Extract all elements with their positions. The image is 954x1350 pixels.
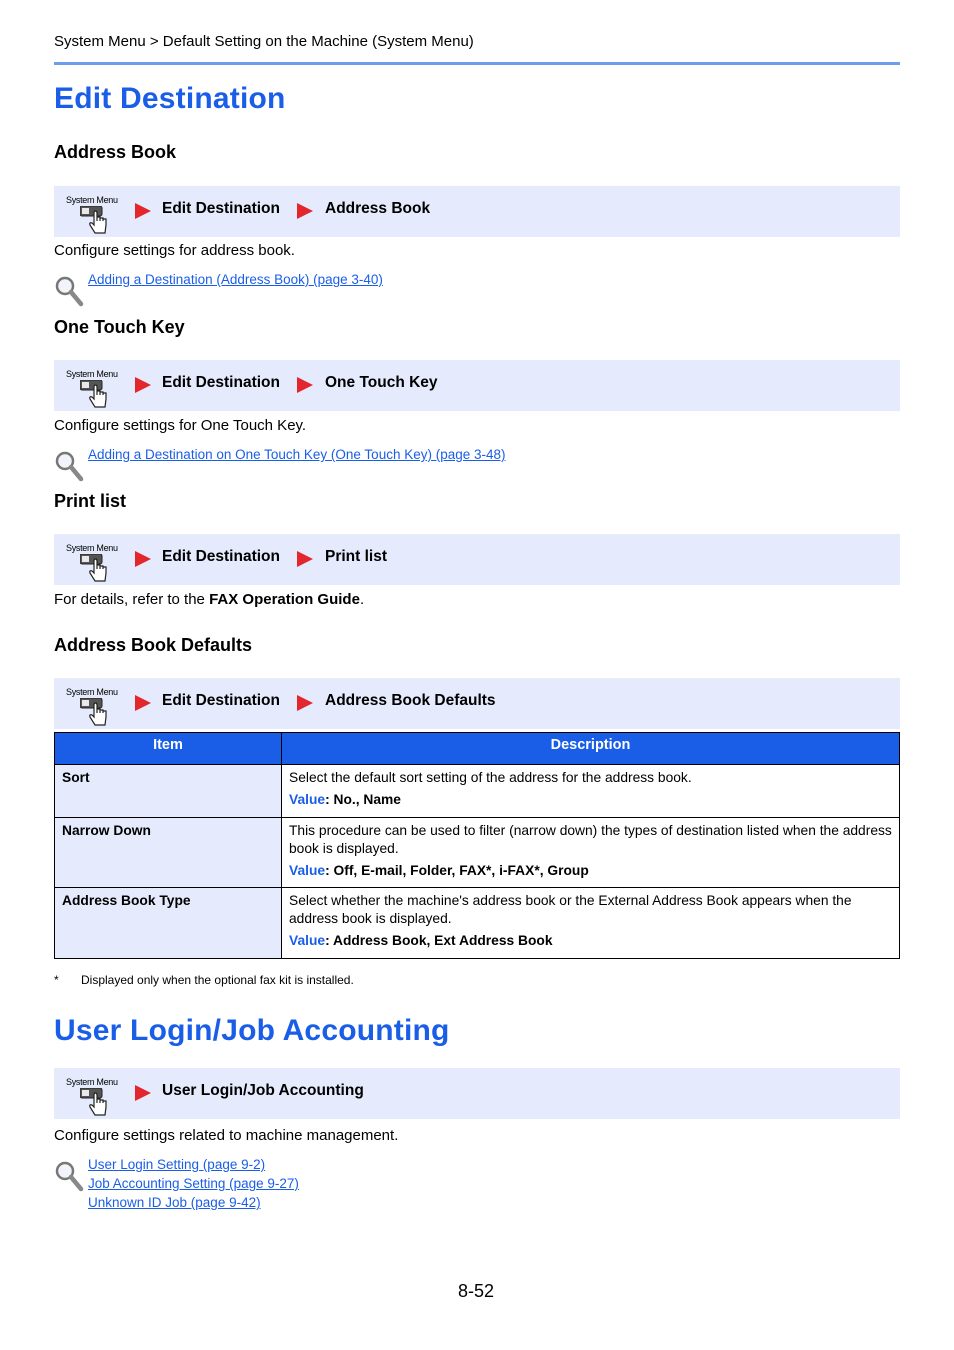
nav-step-1: Edit Destination (162, 374, 280, 391)
nav-path-address-book (54, 186, 900, 237)
value-label: Value (289, 863, 326, 878)
nav-step-2: Address Book Defaults (325, 692, 496, 709)
nav-path-address-book-defaults (54, 678, 900, 729)
value-line: Value: Off, E-mail, Folder, FAX*, i-FAX*, Group (289, 863, 589, 878)
hand-pointer-icon (80, 206, 110, 236)
table-header-row (55, 733, 900, 765)
value-text: Off, E-mail, Folder, FAX*, i-FAX*, Group (333, 863, 589, 878)
row-item-sort: Sort (55, 765, 282, 818)
arrow-icon (297, 551, 313, 567)
system-menu-icon (66, 195, 122, 235)
row-description (282, 888, 900, 959)
nav-step-2: Address Book (325, 200, 431, 217)
magnifier-icon (54, 450, 84, 482)
hand-pointer-icon (80, 380, 110, 410)
arrow-icon (297, 695, 313, 711)
footnote-text: Displayed only when the optional fax kit is installed. (81, 973, 354, 987)
value-text: Address Book, Ext Address Book (332, 933, 553, 948)
link-job-accounting-setting[interactable]: Job Accounting Setting (page 9-27) (88, 1176, 299, 1191)
value-label: Value (289, 933, 326, 948)
hand-pointer-icon (80, 1088, 110, 1118)
breadcrumb: System Menu > Default Setting on the Machine (System Menu) (54, 33, 474, 50)
table-row (55, 765, 900, 818)
system-menu-label: System Menu (66, 195, 118, 205)
system-menu-icon (66, 543, 122, 583)
hand-pointer-icon (80, 698, 110, 728)
column-header-description: Description (282, 733, 900, 765)
nav-path-print-list (54, 534, 900, 585)
description-text: Select the default sort setting of the address for the address book. (289, 770, 692, 785)
header-divider (54, 62, 900, 65)
magnifier-icon (54, 1160, 84, 1192)
value-line: Value: Address Book, Ext Address Book (289, 933, 553, 948)
description-suffix: . (359, 591, 365, 608)
system-menu-icon (66, 687, 122, 727)
description-text: Select whether the machine's address book or the External Address Book appears when the address book is displayed. (289, 893, 852, 926)
nav-step-2: Print list (325, 548, 388, 565)
row-item-address-book-type: Address Book Type (55, 888, 282, 959)
description-prefix: For details, refer to the (54, 591, 210, 608)
system-menu-label: System Menu (66, 687, 118, 697)
system-menu-icon (66, 1077, 122, 1117)
heading-address-book-defaults: Address Book Defaults (54, 635, 253, 655)
page-title-user-login: User Login/Job Accounting (54, 1014, 450, 1047)
link-unknown-id-job[interactable]: Unknown ID Job (page 9-42) (88, 1195, 261, 1210)
arrow-icon (135, 695, 151, 711)
arrow-icon (135, 377, 151, 393)
arrow-icon (297, 203, 313, 219)
row-description (282, 765, 900, 818)
magnifier-icon (54, 275, 84, 307)
footnote (54, 973, 354, 987)
link-adding-destination-one-touch-key[interactable]: Adding a Destination on One Touch Key (One Touch Key) (page 3-48) (88, 447, 506, 462)
system-menu-label: System Menu (66, 1077, 118, 1087)
heading-print-list: Print list (54, 491, 127, 511)
description-user-login: Configure settings related to machine management. (54, 1127, 399, 1144)
nav-path-one-touch-key (54, 360, 900, 411)
value-text: No., Name (333, 792, 401, 807)
hand-pointer-icon (80, 554, 110, 584)
heading-one-touch-key: One Touch Key (54, 317, 185, 337)
description-print-list (54, 591, 364, 608)
nav-path-user-login (54, 1068, 900, 1119)
nav-step-1: Edit Destination (162, 548, 280, 565)
nav-step-1: User Login/Job Accounting (162, 1082, 364, 1099)
arrow-icon (135, 551, 151, 567)
arrow-icon (135, 1085, 151, 1101)
page-title-edit-destination: Edit Destination (54, 82, 286, 115)
system-menu-label: System Menu (66, 369, 118, 379)
nav-step-2: One Touch Key (325, 374, 438, 391)
table-row (55, 818, 900, 888)
arrow-icon (297, 377, 313, 393)
address-book-defaults-table (54, 732, 900, 959)
description-address-book: Configure settings for address book. (54, 242, 295, 259)
arrow-icon (135, 203, 151, 219)
nav-step-1: Edit Destination (162, 200, 280, 217)
table-row (55, 888, 900, 959)
link-user-login-setting[interactable]: User Login Setting (page 9-2) (88, 1157, 266, 1172)
description-text: This procedure can be used to filter (narrow down) the types of destination listed when the address book is displayed. (289, 823, 892, 856)
nav-step-1: Edit Destination (162, 692, 280, 709)
system-menu-icon (66, 369, 122, 409)
value-label: Value (289, 792, 326, 807)
heading-address-book: Address Book (54, 142, 177, 162)
link-adding-destination-address-book[interactable]: Adding a Destination (Address Book) (page 3-40) (88, 272, 383, 287)
system-menu-label: System Menu (66, 543, 118, 553)
description-one-touch-key: Configure settings for One Touch Key. (54, 417, 307, 434)
row-item-narrow-down: Narrow Down (55, 818, 282, 888)
column-header-item: Item (55, 733, 282, 765)
fax-operation-guide-reference: FAX Operation Guide (209, 591, 360, 608)
row-description (282, 818, 900, 888)
page-number: 8-52 (458, 1281, 495, 1301)
value-line: Value: No., Name (289, 792, 401, 807)
footnote-mark: * (54, 973, 59, 987)
